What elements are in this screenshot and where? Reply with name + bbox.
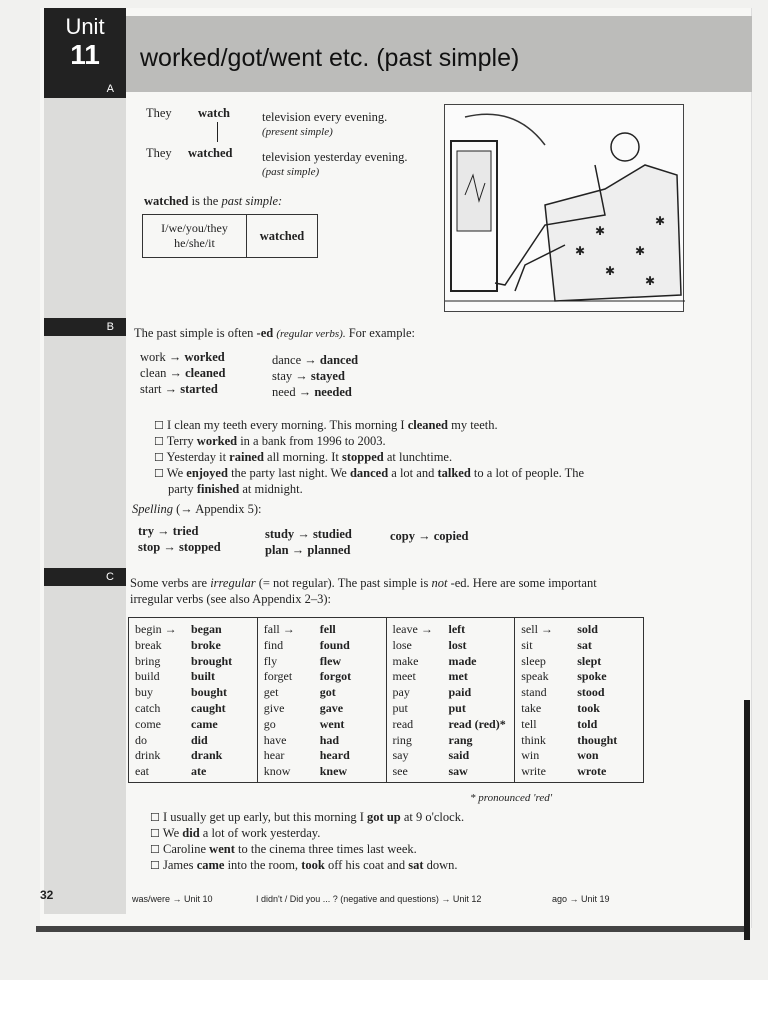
verb-form: bring [135, 653, 161, 668]
b-spelling-base: stop [138, 540, 161, 554]
verb-form: pay [392, 685, 410, 700]
verb-form: took [577, 700, 600, 715]
verbs-past [449, 622, 506, 778]
b-pair-6: need → needed [272, 385, 352, 399]
b-intro-4: For example: [348, 326, 416, 340]
verb-form: find [263, 637, 284, 652]
verb-form: forget [263, 669, 293, 684]
verbs-past [577, 622, 617, 778]
verb-form: did [191, 732, 208, 747]
b-pair-past: danced [319, 353, 359, 367]
a-table-pronouns [143, 215, 247, 257]
b-spelling-past: planned [307, 543, 351, 557]
c-intro-line2: irregular verbs (see also Appendix 2–3): [130, 592, 331, 606]
verb-form: think [521, 732, 546, 747]
c-ex3-a: Caroline [163, 842, 207, 856]
b-intro [134, 326, 415, 341]
b-ex4-b: enjoyed [186, 466, 228, 480]
checkbox-icon: ☐ [154, 452, 164, 464]
b-spelling-past: tried [172, 524, 199, 538]
verb-form: go [263, 716, 276, 731]
verb-form: take [521, 700, 542, 715]
b-pair-past: stayed [310, 369, 345, 383]
c-ex1-c: at 9 o'clock. [403, 810, 465, 824]
verb-form: read (red)* [448, 716, 506, 731]
b-spelling-past: stopped [178, 540, 221, 554]
verb-form: sold [577, 622, 598, 636]
verb-form: read [392, 716, 414, 731]
verb-form: said [448, 748, 470, 763]
section-label-c: C [44, 568, 126, 586]
b-spelling-5: copy → copied [390, 529, 469, 543]
verb-form: gave [319, 700, 344, 715]
svg-text:✱: ✱ [635, 244, 646, 258]
svg-text:✱: ✱ [655, 214, 666, 228]
verb-form: meet [392, 669, 416, 684]
verb-form: rang [448, 732, 473, 747]
b-spelling-base: try [138, 524, 154, 538]
c-example-4 [150, 858, 458, 873]
b-ex4-f: talked [437, 466, 471, 480]
b-intro-1: The past simple is often [134, 326, 254, 340]
verb-form: left [448, 622, 466, 636]
verb-form: thought [577, 732, 618, 747]
c-example-1 [150, 810, 464, 825]
c-example-3 [150, 842, 417, 857]
verbs-base [521, 622, 577, 778]
b-ex3-a: Yesterday it [166, 450, 227, 464]
verb-form: ate [191, 764, 207, 779]
b-pair-past: started [180, 382, 218, 396]
verb-form: hear [263, 748, 285, 763]
c-ex2-c: a lot of work yesterday. [202, 826, 321, 840]
b-ex1-b: cleaned [407, 418, 448, 432]
b-ex2-a: Terry [166, 434, 194, 448]
b-pair-5: stay → stayed [272, 369, 345, 383]
verb-form: bought [191, 685, 228, 700]
footer-link-ago[interactable]: ago → Unit 19 [552, 894, 610, 904]
verb-form: wrote [577, 764, 607, 779]
verb-form: came [191, 716, 218, 731]
verb-form: tell [521, 716, 537, 731]
b-ex2-b: worked [196, 434, 238, 448]
verb-form: saw [448, 764, 468, 779]
b-pair-past: worked [184, 350, 225, 364]
verb-form: lost [448, 637, 467, 652]
c-ex1-b: got up [367, 810, 401, 824]
b-spelling-heading [132, 502, 262, 517]
verb-form: met [448, 669, 468, 684]
b-pair-base: work [140, 350, 166, 364]
checkbox-icon: ☐ [154, 420, 164, 432]
verb-form: brought [191, 653, 233, 668]
b-pair-base: dance [272, 353, 302, 367]
c-ex2-b: did [182, 826, 200, 840]
verb-form: flew [319, 653, 342, 668]
verbs-column-3 [387, 618, 516, 782]
tv-illustration [444, 104, 684, 312]
c-ex4-c: into the room, [227, 858, 299, 872]
a-caption [144, 194, 282, 209]
b-ex1-a: I clean my teeth every morning. This morning I [167, 418, 405, 432]
page-bottom-edge [36, 926, 748, 932]
verbs-past [320, 622, 351, 778]
c-ex4-d: took [301, 858, 325, 872]
footer-link-negative-questions[interactable]: I didn't / Did you ... ? (negative and questions) → Unit 12 [256, 894, 482, 904]
verb-form: lose [392, 637, 412, 652]
section-label-b: B [44, 318, 126, 336]
b-pair-past: cleaned [185, 366, 226, 380]
a-row1-subject: They [146, 106, 172, 120]
verb-form: told [577, 716, 598, 731]
verbs-column-1 [129, 618, 258, 782]
checkbox-icon: ☐ [154, 468, 164, 480]
page-right-edge [744, 700, 750, 940]
verb-form: broke [191, 637, 221, 652]
b-spelling-past: copied [433, 529, 469, 543]
verb-form: do [135, 732, 147, 747]
c-example-2 [150, 826, 320, 841]
checkbox-icon: ☐ [150, 812, 160, 824]
c-ex4-a: James [163, 858, 194, 872]
verb-form: began [191, 622, 222, 636]
b-intro-3: (regular verbs). [276, 328, 346, 340]
a-row2-note: (past simple) [262, 166, 320, 178]
c-intro [130, 576, 597, 591]
b-example-2 [154, 434, 386, 449]
irregular-verbs-table [128, 617, 644, 783]
verb-form: have [263, 732, 287, 747]
b-spelling-ref: (→ Appendix 5): [176, 502, 262, 516]
verb-form: forgot [319, 669, 352, 684]
verb-form: stood [577, 685, 605, 700]
b-pair-base: stay [272, 369, 293, 383]
c-intro-b: irregular [210, 576, 256, 590]
verb-form: found [319, 637, 350, 652]
b-pair-past: needed [314, 385, 352, 399]
verb-form: caught [191, 700, 226, 715]
verb-form: win [521, 748, 540, 763]
b-example-1 [154, 418, 498, 433]
b-spelling-3: study → studied [265, 527, 352, 541]
c-intro-d: not [431, 576, 448, 590]
b-pair-2: clean → cleaned [140, 366, 226, 380]
svg-text:✱: ✱ [645, 274, 656, 288]
c-ex4-f: sat [408, 858, 424, 872]
verb-form: sleep [521, 653, 546, 668]
b-pair-4: dance → danced [272, 353, 359, 367]
b-ex4l2-a: party [168, 482, 194, 496]
verb-form: drink [135, 748, 161, 763]
left-margin-column [44, 8, 126, 914]
verb-form: buy [135, 685, 153, 700]
b-example-4 [154, 466, 584, 481]
a-row2-verb: watched [188, 146, 233, 160]
c-intro-c: (= not regular). The past simple is [258, 576, 429, 590]
b-ex4-g: to a lot of people. The [473, 466, 585, 480]
b-spelling-past: studied [312, 527, 352, 541]
verb-form: see [392, 764, 408, 779]
verb-form: had [319, 732, 340, 747]
b-ex4-d: danced [349, 466, 389, 480]
verb-form: give [263, 700, 285, 715]
c-ex4-b: came [196, 858, 225, 872]
b-ex1-c: my teeth. [451, 418, 498, 432]
a-row1-rest: television every evening. [262, 110, 388, 124]
checkbox-icon: ☐ [150, 844, 160, 856]
verb-form: know [263, 764, 291, 779]
c-ex1-a: I usually get up early, but this morning I [163, 810, 364, 824]
verb-form: got [319, 685, 336, 700]
b-spelling-base: plan [265, 543, 289, 557]
unit-word: Unit [65, 14, 105, 39]
b-pair-base: need [272, 385, 296, 399]
verb-form: heard [319, 748, 350, 763]
verb-form: break [135, 637, 162, 652]
b-pair-3: start → started [140, 382, 218, 396]
section-label-a: A [44, 80, 126, 98]
b-spelling-base: copy [390, 529, 415, 543]
b-pair-1: work → worked [140, 350, 225, 364]
c-intro-e: -ed. Here are some important [450, 576, 597, 590]
verb-form: won [577, 748, 599, 763]
a-row2-subject: They [146, 146, 172, 160]
verbs-past [191, 622, 232, 778]
b-example-3 [154, 450, 452, 465]
b-pair-base: start [140, 382, 162, 396]
a-row2-rest: television yesterday evening. [262, 150, 408, 164]
verb-form: spoke [577, 669, 607, 684]
b-spelling-label: Spelling [132, 502, 173, 516]
verb-form: built [191, 669, 216, 684]
verb-form: say [392, 748, 409, 763]
verb-form: slept [577, 653, 602, 668]
verb-form: drank [191, 748, 223, 763]
verb-form: fall → [263, 622, 295, 636]
a-caption-bold: watched [144, 194, 189, 208]
b-ex4l2-b: finished [196, 482, 240, 496]
b-pair-base: clean [140, 366, 167, 380]
b-spelling-4: plan → planned [265, 543, 351, 557]
verbs-base [135, 622, 191, 778]
a-arrow-line [217, 122, 218, 142]
verb-form: eat [135, 764, 149, 779]
verb-form: paid [448, 685, 472, 700]
a-row1-verb: watch [198, 106, 230, 120]
footer-link-was-were[interactable]: was/were → Unit 10 [132, 894, 213, 904]
svg-text:✱: ✱ [595, 224, 606, 238]
unit-number: 11 [70, 39, 100, 70]
b-ex3-d: stopped [342, 450, 384, 464]
b-ex4-c: the party last night. We [231, 466, 347, 480]
verb-form: fly [263, 653, 278, 668]
page-number: 32 [40, 888, 54, 902]
verb-form: sit [521, 637, 533, 652]
verbs-base [264, 622, 320, 778]
a-table-form: watched [259, 229, 305, 243]
verbs-column-4 [515, 618, 643, 782]
b-ex3-b: rained [229, 450, 264, 464]
a-form-table [142, 214, 318, 258]
c-ex4-e: off his coat and [327, 858, 406, 872]
verb-form: made [448, 653, 477, 668]
unit-badge [44, 8, 126, 80]
checkbox-icon: ☐ [150, 860, 160, 872]
b-spelling-2: stop → stopped [138, 540, 221, 554]
verb-form: put [392, 700, 408, 715]
a-row1-note: (present simple) [262, 126, 333, 138]
verb-form: put [448, 700, 466, 715]
verb-form: sat [577, 637, 592, 652]
c-ex3-b: went [209, 842, 235, 856]
b-example-4-line2 [168, 482, 303, 497]
c-intro-a: Some verbs are [130, 576, 208, 590]
c-ex2-a: We [162, 826, 180, 840]
verb-form: sell → [521, 622, 553, 636]
b-ex4l2-c: at midnight. [242, 482, 303, 496]
verb-form: get [263, 685, 279, 700]
verb-form: come [135, 716, 161, 731]
tv-illustration-drawing [445, 105, 685, 313]
svg-text:✱: ✱ [575, 244, 586, 258]
verb-form: catch [135, 700, 161, 715]
verb-form: knew [319, 764, 348, 779]
a-caption-rest: is the [191, 194, 219, 208]
c-ex4-g: down. [426, 858, 458, 872]
verb-form: write [521, 764, 546, 779]
b-spelling-1: try → tried [138, 524, 199, 538]
verb-form: fell [319, 622, 336, 636]
verbs-base [393, 622, 449, 778]
b-spelling-base: study [265, 527, 295, 541]
verb-form: make [392, 653, 419, 668]
verbs-column-2 [258, 618, 387, 782]
a-caption-italic: past simple: [221, 194, 283, 208]
b-intro-2: -ed [256, 326, 274, 340]
c-footnote: * pronounced 'red' [470, 792, 553, 804]
a-table-pronouns-2: he/she/it [174, 236, 215, 250]
b-ex2-c: in a bank from 1996 to 2003. [240, 434, 386, 448]
b-ex4-a: We [166, 466, 184, 480]
verb-form: ring [392, 732, 412, 747]
verb-form: leave → [392, 622, 433, 636]
verb-form: speak [521, 669, 549, 684]
b-ex3-e: at lunchtime. [386, 450, 453, 464]
b-ex4-e: a lot and [391, 466, 435, 480]
checkbox-icon: ☐ [154, 436, 164, 448]
b-ex3-c: all morning. It [267, 450, 339, 464]
a-table-pronouns-1: I/we/you/they [161, 221, 228, 235]
verb-form: begin → [135, 622, 177, 636]
verb-form: build [135, 669, 160, 684]
checkbox-icon: ☐ [150, 828, 160, 840]
verb-form: went [319, 716, 345, 731]
svg-text:✱: ✱ [605, 264, 616, 278]
page-title: worked/got/went etc. (past simple) [140, 44, 520, 72]
verb-form: stand [521, 685, 547, 700]
c-ex3-c: to the cinema three times last week. [238, 842, 417, 856]
